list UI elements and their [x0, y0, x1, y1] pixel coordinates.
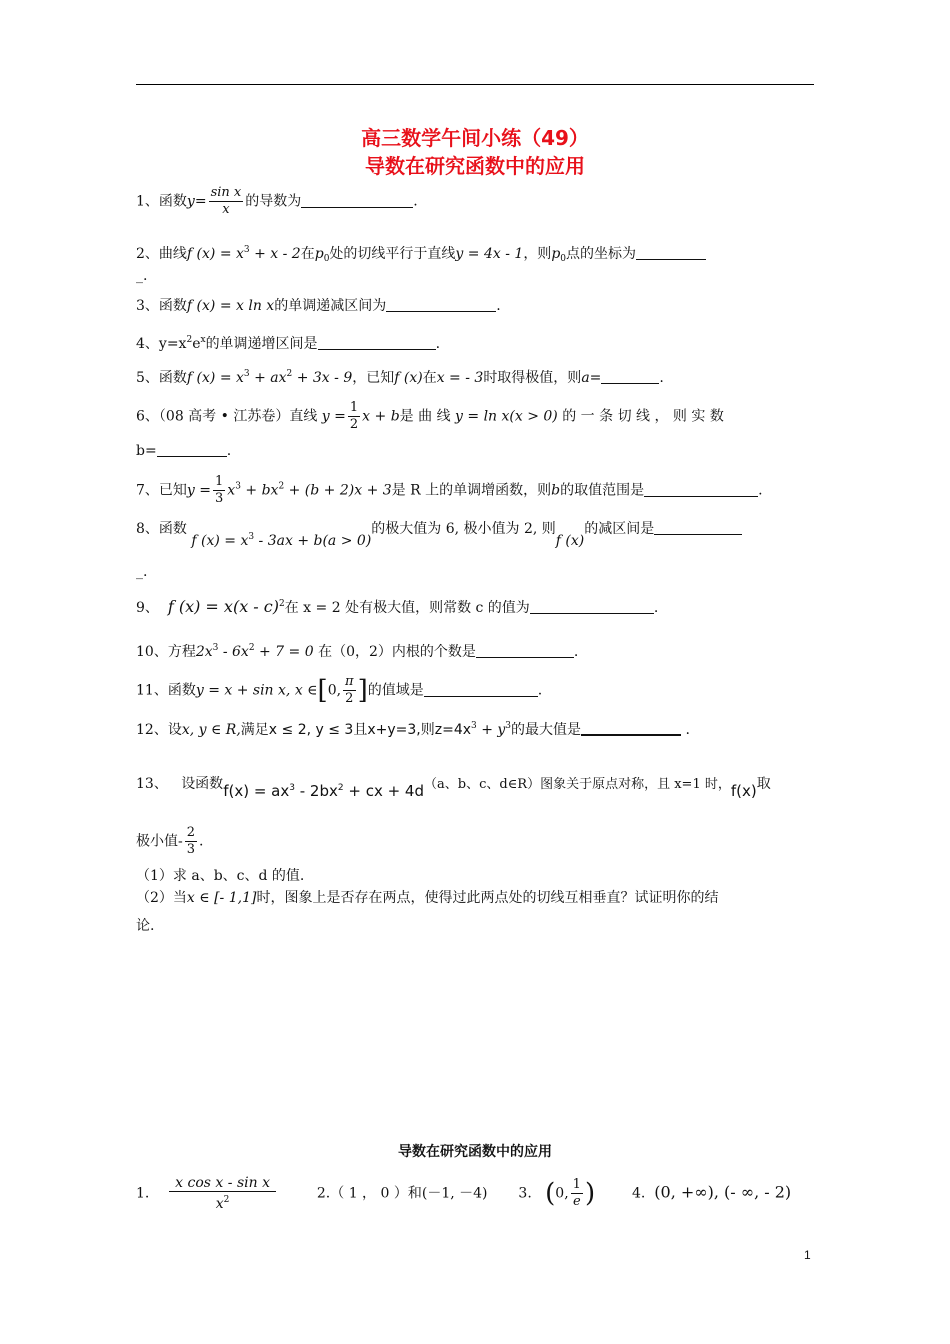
header-rule: [136, 84, 814, 85]
title-line-1: 高三数学午间小练（49）: [361, 126, 589, 150]
answer-4: (0, +∞), (- ∞, - 2): [654, 1182, 792, 1202]
question-2: 2、曲线f $(x) = x^3 + x - 2$在$p_0$处的切线平行于直线y = 4x - 1，则$p_0$点的坐标为: [136, 240, 816, 269]
question-13-part-1: （1）求 a、b、c、d 的值.: [136, 868, 305, 884]
answer-blank: [157, 442, 227, 457]
q13-function: $f(x) = ax^3 - 2bx^2$ + cx + 4d: [223, 782, 424, 800]
answer-blank: [301, 193, 413, 208]
question-13-part-2-cont: 论.: [136, 918, 155, 934]
answers-title: 导数在研究函数中的应用: [398, 1144, 552, 1160]
question-1: 1、函数y= $\frac{\text{sin x}}{x}$ 的导数为 .: [136, 185, 418, 217]
q1-fraction: $\frac{\text{sin x}}{x}$: [210, 185, 242, 217]
question-13-part-2: （2）当x ∈ [- 1,1]时，图象上是否存在两点，使得过此两点处的切线互相垂直？试证明你的结: [136, 890, 719, 906]
q13-fraction: $\frac{2}{3}$: [186, 825, 196, 857]
answer-blank: [636, 245, 706, 260]
question-4: 4、$y=x^2e^x$的单调递增区间是 .: [136, 335, 441, 352]
question-7: 7、已知y = $\frac{1}{3}$ $x^3 + bx^2 + (b + 2)x + 3$是 R 上的单调增函数，则b的取值范围是 .: [136, 474, 763, 506]
answer-2: 2.（ 1 ， 0 ）和(－1, －4): [316, 1185, 488, 1202]
question-5: 5、函数f $(x) = x^3 + ax^2 + 3x - 9$，已知f (x)在x = - 3时取得极值，则a= .: [136, 369, 664, 386]
question-12: 12、设x, y ∈ R,满足x ≤ 2, y ≤ 3且x+y=3,则$z=4x^3 + y^3$的最大值是 .: [136, 721, 690, 738]
question-13-line-2: 极小值- $\frac{2}{3}$ .: [136, 825, 204, 857]
answer-blank: [386, 297, 496, 312]
question-6: 6、（08 高考 • 江苏卷）直线 y = $\frac{1}{2}$ x + b是 曲 线 y = ln x(x > 0) 的 一 条 切 线 ， 则 实 数: [136, 400, 724, 432]
page-number: 1: [804, 1248, 811, 1262]
question-11: 11、函数y = x + sin x, x ∈[0, $\frac{\pi}{2}$ ]的值域是 .: [136, 674, 543, 706]
question-2-cont: _.: [136, 268, 148, 284]
q11-fraction: $\frac{\pi}{2}$: [345, 674, 354, 706]
question-8-cont: _.: [136, 564, 148, 580]
answer-blank: [644, 482, 758, 497]
question-3: 3、函数f (x) = x ln x的单调递减区间为 .: [136, 298, 501, 314]
q8-function: f $(x) = x^3 - 3ax + b(a > 0)$: [191, 532, 372, 549]
answer-blank: [601, 369, 659, 384]
question-10: 10、方程$2x^3 - 6x^2 + 7 = 0$ 在（0，2）内根的个数是 .: [136, 643, 579, 660]
answers-line: 1. $\frac{\text{x cos x - sin x}}{x^2}$ 2.（ 1 ， 0 ）和(－1, －4) 3. (0, $\frac{1}{e}$ ) 4. (0, +∞), (- ∞, - 2): [136, 1175, 792, 1212]
q6-fraction: $\frac{1}{2}$: [349, 400, 359, 432]
answer-1-fraction: $\frac{\text{x cos x - sin x}}{x^2}$: [169, 1175, 276, 1212]
answer-blank: [424, 682, 538, 697]
answer-3-fraction: $\frac{1}{e}$: [572, 1177, 581, 1209]
answer-blank: [318, 335, 436, 350]
answer-blank: [476, 643, 574, 658]
question-8: 8、函数 f $(x) = x^3 - 3ax + b(a > 0)$的极大值为 6, 极小值为 2, 则f (x)的减区间是: [136, 515, 816, 539]
question-6-cont: b= .: [136, 443, 232, 459]
q7-fraction: $\frac{1}{3}$: [215, 474, 224, 506]
answer-blank: [530, 599, 654, 614]
answer-blank: [581, 720, 681, 736]
question-13: 13、 设函数$f(x) = ax^3 - 2bx^2$ + cx + 4d（a、b、c、d∈R）图象关于原点对称，且 x=1 时，f(x)取: [136, 776, 771, 800]
question-9: 9、 f (x) = x(x - c)$^2$在 x = 2 处有极大值，则常数 c 的值为 .: [136, 597, 659, 616]
answer-blank: [654, 520, 742, 535]
title-line-2: 导数在研究函数中的应用: [365, 154, 585, 178]
